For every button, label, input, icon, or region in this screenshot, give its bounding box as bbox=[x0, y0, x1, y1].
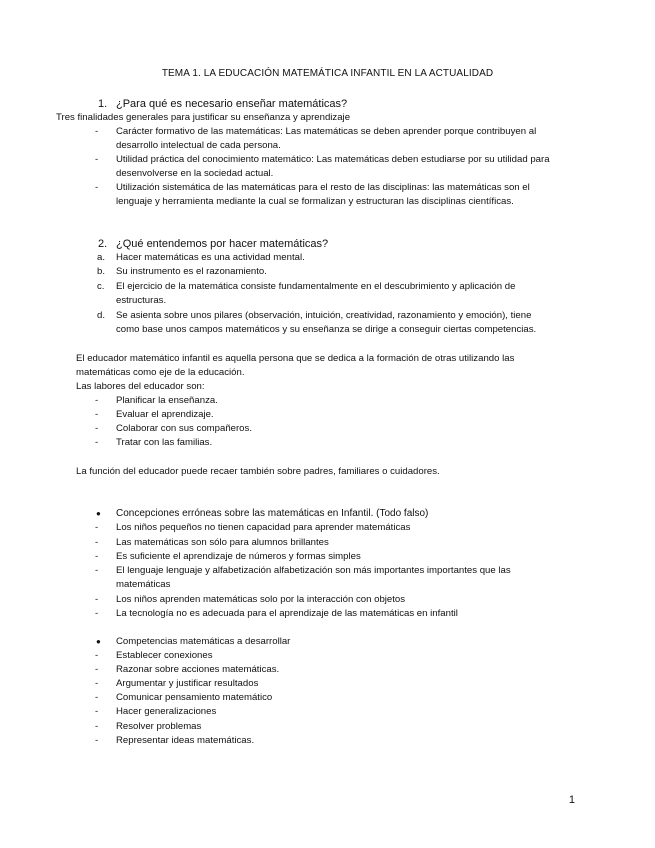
list-dash: - bbox=[95, 565, 99, 576]
list-dash: - bbox=[95, 522, 99, 533]
paragraph-line: El educador matemático infantil es aquella persona que se dedica a la formación de otras utilizando las bbox=[76, 353, 515, 364]
list-item: desenvolverse en la sociedad actual. bbox=[116, 168, 274, 179]
list-dash: - bbox=[95, 437, 99, 448]
list-dash: - bbox=[95, 154, 99, 165]
list-dash: - bbox=[95, 409, 99, 420]
bullet-icon: ● bbox=[96, 637, 101, 646]
list-item: Carácter formativo de las matemáticas: Las matemáticas se deben aprender porque contribuyen al bbox=[116, 126, 537, 137]
list-dash: - bbox=[95, 537, 99, 548]
list-dash: - bbox=[95, 395, 99, 406]
list-dash: - bbox=[95, 551, 99, 562]
list-item: Los niños pequeños no tienen capacidad para aprender matemáticas bbox=[116, 522, 411, 533]
list-item: El ejercicio de la matemática consiste fundamentalmente en el descubrimiento y aplicación de bbox=[116, 281, 516, 292]
list-item: Los niños aprenden matemáticas solo por la interacción con objetos bbox=[116, 594, 406, 605]
list-item: Evaluar el aprendizaje. bbox=[116, 409, 214, 420]
function-paragraph: La función del educador puede recaer también sobre padres, familiares o cuidadores. bbox=[76, 466, 440, 477]
misconceptions-heading: Concepciones erróneas sobre las matemáticas en Infantil. (Todo falso) bbox=[116, 508, 429, 519]
list-dash: - bbox=[95, 692, 99, 703]
list-dash: - bbox=[95, 721, 99, 732]
list-item: Representar ideas matemáticas. bbox=[116, 735, 255, 746]
list-item: Planificar la enseñanza. bbox=[116, 395, 218, 406]
list-dash: - bbox=[95, 664, 99, 675]
list-marker: a. bbox=[97, 252, 106, 263]
section2-number: 2. bbox=[98, 238, 108, 250]
list-item: como base unos campos matemáticos y su enseñanza se dirige a conseguir ciertas competencias. bbox=[116, 324, 537, 335]
list-item: Se asienta sobre unos pilares (observación, intuición, creatividad, razonamiento y emoción), tiene bbox=[116, 310, 532, 321]
page-number: 1 bbox=[568, 794, 575, 806]
list-item: Resolver problemas bbox=[116, 721, 202, 732]
list-dash: - bbox=[95, 594, 99, 605]
list-marker: b. bbox=[97, 266, 106, 277]
list-item: La tecnología no es adecuada para el aprendizaje de las matemáticas en infantil bbox=[116, 608, 458, 619]
list-item: Es suficiente el aprendizaje de números y formas simples bbox=[116, 551, 361, 562]
list-item: El lenguaje lenguaje y alfabetización alfabetización son más importantes importantes que las bbox=[116, 565, 511, 576]
list-item: Hacer generalizaciones bbox=[116, 706, 217, 717]
list-dash: - bbox=[95, 735, 99, 746]
list-item: matemáticas bbox=[116, 579, 171, 590]
list-item: Tratar con las familias. bbox=[116, 437, 213, 448]
list-item: Las matemáticas son sólo para alumnos brillantes bbox=[116, 537, 329, 548]
list-dash: - bbox=[95, 608, 99, 619]
list-item: desarrollo intelectual de cada persona. bbox=[116, 140, 281, 151]
list-dash: - bbox=[95, 706, 99, 717]
list-item: Razonar sobre acciones matemáticas. bbox=[116, 664, 280, 675]
competencies-heading: Competencias matemáticas a desarrollar bbox=[116, 636, 291, 647]
list-item: Comunicar pensamiento matemático bbox=[116, 692, 273, 703]
section1-number: 1. bbox=[98, 98, 108, 110]
list-item: Utilización sistemática de las matemáticas para el resto de las disciplinas: las matemáticas son el bbox=[116, 182, 530, 193]
list-item: Su instrumento es el razonamiento. bbox=[116, 266, 267, 277]
list-dash: - bbox=[95, 423, 99, 434]
list-item: Argumentar y justificar resultados bbox=[116, 678, 259, 689]
labors-intro: Las labores del educador son: bbox=[76, 381, 205, 392]
paragraph-line: matemáticas como eje de la educación. bbox=[76, 367, 245, 378]
section2-heading: ¿Qué entendemos por hacer matemáticas? bbox=[116, 238, 329, 250]
list-marker: c. bbox=[97, 281, 105, 292]
bullet-icon: ● bbox=[96, 509, 101, 518]
list-item: Establecer conexiones bbox=[116, 650, 213, 661]
list-dash: - bbox=[95, 678, 99, 689]
list-item: estructuras. bbox=[116, 295, 167, 306]
document-title: TEMA 1. LA EDUCACIÓN MATEMÁTICA INFANTIL EN LA ACTUALIDAD bbox=[161, 68, 494, 79]
list-marker: d. bbox=[97, 310, 106, 321]
list-dash: - bbox=[95, 126, 99, 137]
section1-heading: ¿Para qué es necesario enseñar matemáticas? bbox=[116, 98, 348, 110]
list-item: lenguaje y herramienta mediante la cual se formalizan y estructuran las disciplinas científicas. bbox=[116, 196, 514, 207]
list-dash: - bbox=[95, 650, 99, 661]
section1-intro: Tres finalidades generales para justificar su enseñanza y aprendizaje bbox=[56, 112, 351, 123]
list-item: Utilidad práctica del conocimiento matemático: Las matemáticas deben estudiarse por su utilidad para bbox=[116, 154, 550, 165]
list-item: Colaborar con sus compañeros. bbox=[116, 423, 252, 434]
list-item: Hacer matemáticas es una actividad mental. bbox=[116, 252, 305, 263]
list-dash: - bbox=[95, 182, 99, 193]
